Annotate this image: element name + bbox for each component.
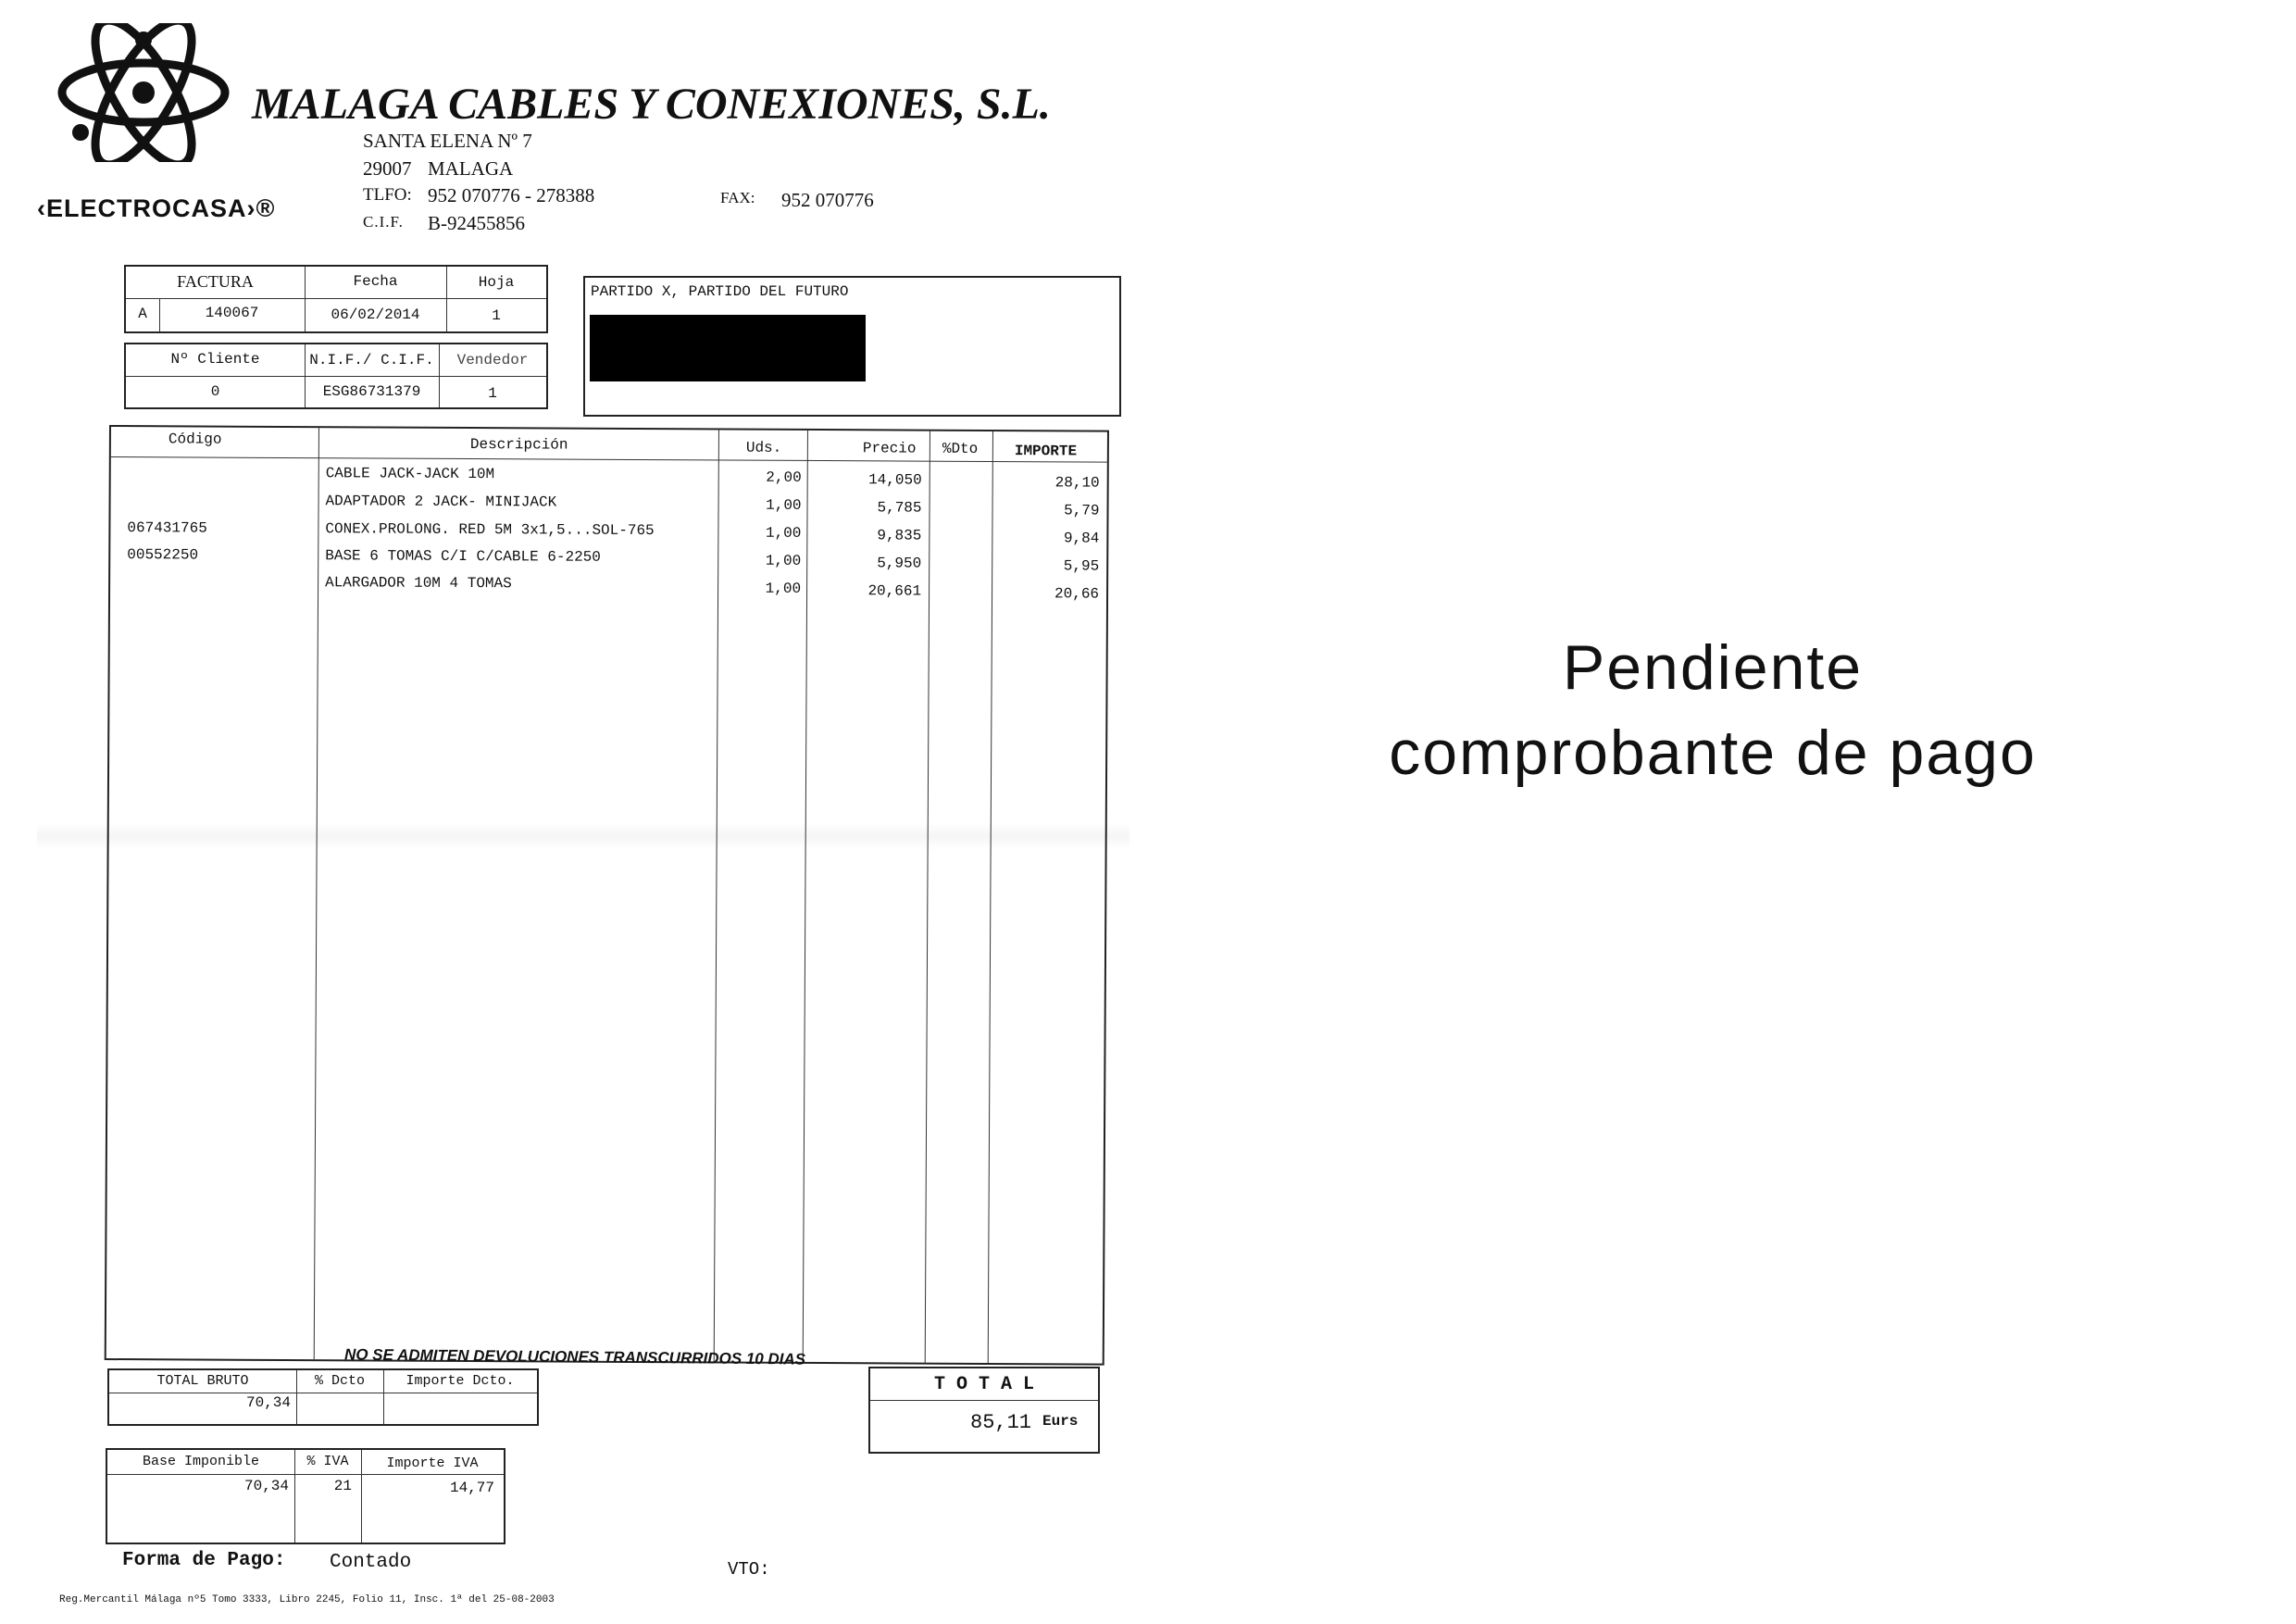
- fax-label: FAX:: [720, 189, 755, 206]
- tax-base-label: Base Imponible: [142, 1454, 260, 1469]
- scan-artifact: [37, 822, 1129, 850]
- company-fax: 952 070776: [781, 189, 874, 211]
- vat-pct-value: 21: [333, 1478, 352, 1494]
- invoice-date: 06/02/2014: [331, 306, 420, 323]
- redacted-address: [590, 315, 866, 381]
- payment-label: Forma de Pago:: [122, 1550, 286, 1571]
- header-uds: Uds.: [745, 439, 782, 456]
- row-2-precio: 9,835: [877, 527, 922, 544]
- gross-label: TOTAL BRUTO: [156, 1373, 249, 1389]
- row-4-descripcion: ALARGADOR 10M 4 TOMAS: [325, 574, 512, 593]
- row-4-uds: 1,00: [765, 580, 802, 597]
- customer-name: PARTIDO X, PARTIDO DEL FUTURO: [591, 283, 849, 300]
- row-1-importe: 5,79: [1064, 502, 1100, 519]
- payment-value: Contado: [330, 1552, 412, 1573]
- registry-footer: Reg.Mercantil Málaga nº5 Tomo 3333, Libro 2245, Folio 11, Insc. 1ª del 25-08-2003: [59, 1594, 555, 1605]
- company-postcode: 29007: [363, 157, 412, 180]
- row-2-descripcion: CONEX.PROLONG. RED 5M 3x1,5...SOL-765: [325, 520, 655, 540]
- client-number: 0: [210, 383, 220, 400]
- vat-pct-label: % IVA: [306, 1454, 349, 1469]
- row-2-importe: 9,84: [1063, 530, 1100, 547]
- header-dto: %Dto: [942, 440, 979, 457]
- row-1-uds: 1,00: [766, 496, 802, 514]
- factura-label: FACTURA: [177, 272, 254, 291]
- vat-amount-label: Importe IVA: [386, 1455, 479, 1471]
- invoice-number: 140067: [205, 305, 259, 321]
- discount-pct-label: % Dcto: [314, 1373, 365, 1389]
- tax-base-value: 70,34: [243, 1478, 289, 1494]
- gross-value: 70,34: [245, 1394, 291, 1411]
- tax-box: [106, 1448, 505, 1544]
- row-3-importe: 5,95: [1063, 557, 1100, 575]
- company-phone: 952 070776 - 278388: [428, 184, 595, 206]
- company-address: SANTA ELENA Nº 7: [363, 130, 532, 152]
- grand-total-box: [868, 1367, 1100, 1454]
- header-descripcion: Descripción: [469, 436, 568, 454]
- total-currency: Eurs: [1042, 1413, 1079, 1430]
- row-3-descripcion: BASE 6 TOMAS C/I C/CABLE 6-2250: [325, 547, 601, 566]
- header-precio: Precio: [862, 440, 917, 457]
- company-name: MALAGA CABLES Y CONEXIONES, S.L.: [252, 80, 1051, 129]
- total-value: 85,11: [970, 1411, 1032, 1434]
- row-4-importe: 20,66: [1054, 585, 1100, 603]
- row-4-precio: 20,661: [867, 582, 922, 600]
- row-2-codigo: 067431765: [127, 519, 207, 537]
- pending-payment-note: [1296, 625, 2129, 795]
- seller-label: Vendedor: [456, 352, 529, 369]
- row-3-precio: 5,950: [877, 555, 922, 572]
- header-codigo: Código: [168, 431, 222, 448]
- header-importe: IMPORTE: [1014, 443, 1078, 460]
- row-2-uds: 1,00: [765, 524, 802, 542]
- row-0-precio: 14,050: [868, 471, 922, 489]
- seller-number: 1: [488, 385, 497, 402]
- row-1-descripcion: ADAPTADOR 2 JACK- MINIJACK: [325, 493, 557, 511]
- vat-amount-value: 14,77: [449, 1480, 494, 1496]
- phone-label: TLFO:: [363, 185, 412, 205]
- total-label: T O T A L: [933, 1374, 1035, 1395]
- row-3-uds: 1,00: [765, 552, 802, 569]
- hoja-label: Hoja: [478, 274, 515, 291]
- due-date-label: VTO:: [728, 1559, 770, 1580]
- pending-line-1: Pendiente: [1562, 632, 1864, 703]
- invoice-sheet: 1: [492, 307, 501, 324]
- cif-label: C.I.F.: [363, 213, 404, 231]
- discount-amount-label: Importe Dcto.: [406, 1373, 515, 1389]
- items-table: [105, 425, 1109, 1366]
- returns-notice: NO SE ADMITEN DEVOLUCIONES TRANSCURRIDOS 10 DIAS: [343, 1345, 806, 1368]
- fecha-label: Fecha: [353, 273, 398, 290]
- customer-box: [583, 276, 1121, 417]
- row-0-importe: 28,10: [1054, 474, 1100, 492]
- client-nif: ESG86731379: [322, 383, 421, 400]
- atom-logo-icon: [51, 23, 236, 162]
- company-logo: [51, 23, 236, 162]
- pending-line-2: comprobante de pago: [1389, 718, 2037, 788]
- row-3-codigo: 00552250: [127, 546, 199, 564]
- invoice-info-box: [124, 265, 548, 333]
- invoice-series: A: [138, 306, 147, 322]
- gross-total-box: [107, 1368, 539, 1426]
- client-info-box: [124, 343, 548, 409]
- company-city: MALAGA: [428, 157, 514, 180]
- row-0-descripcion: CABLE JACK-JACK 10M: [325, 465, 495, 483]
- row-1-precio: 5,785: [877, 499, 922, 517]
- company-cif: B-92455856: [428, 212, 525, 234]
- client-number-label: Nº Cliente: [170, 351, 260, 368]
- logo-brand-text: ‹ELECTROCASA›®: [37, 194, 276, 222]
- row-0-uds: 2,00: [766, 468, 802, 486]
- nif-label: N.I.F./ C.I.F.: [309, 352, 434, 369]
